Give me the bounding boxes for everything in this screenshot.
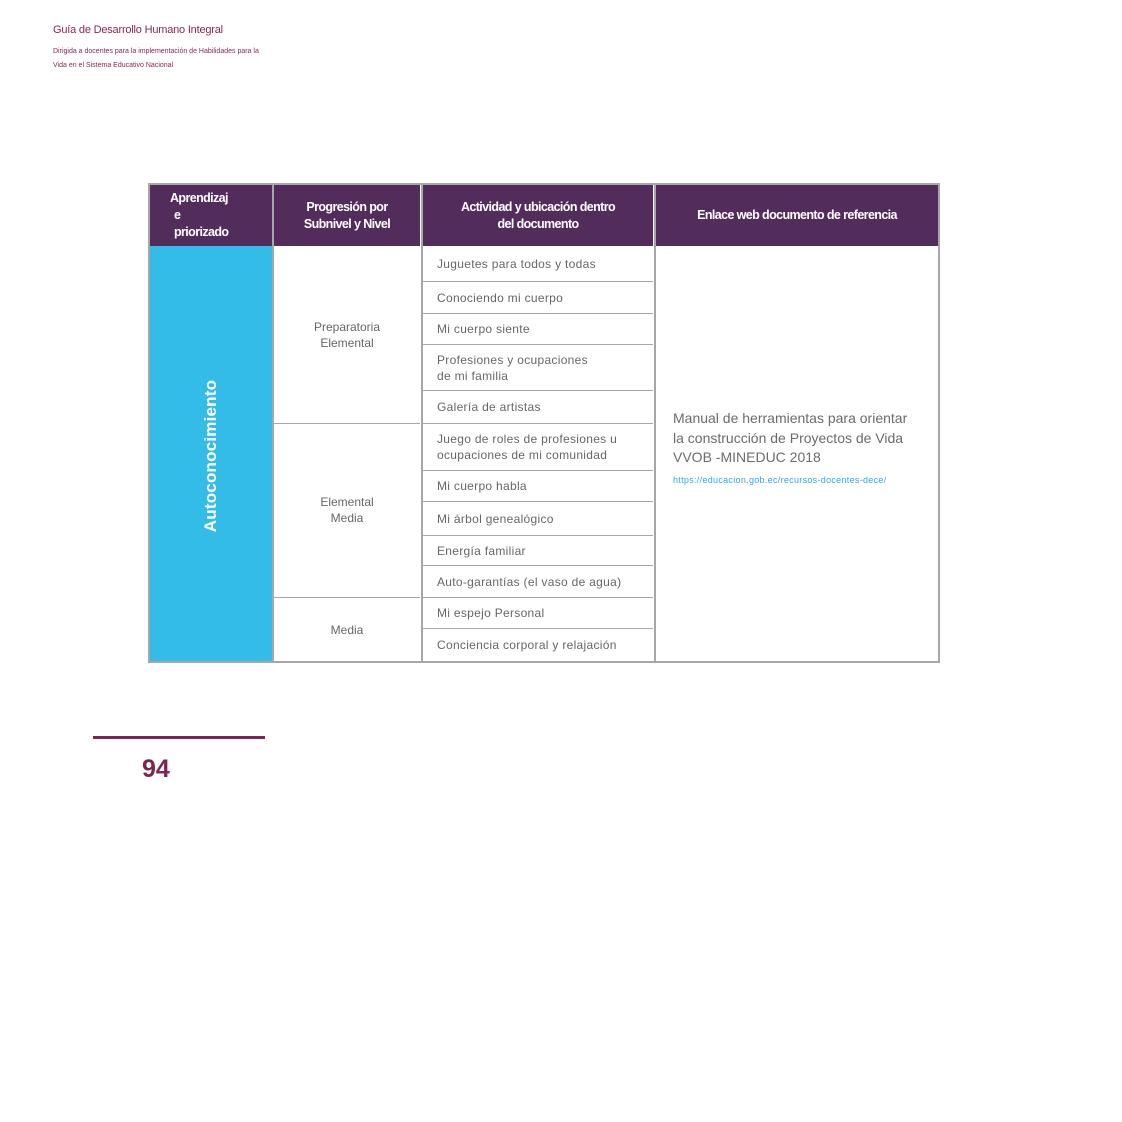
document-header-subtitle-line1: Dirigida a docentes para la implementación de Habilidades para la [53, 48, 259, 55]
column-divider [654, 185, 656, 661]
level-label-line1: Preparatoria [313, 319, 381, 334]
activity-label: Mi árbol genealógico [437, 511, 554, 526]
document-header-subtitle-line2: Vida en el Sistema Educativo Nacional [53, 62, 174, 69]
activity-label: Conciencia corporal y relajación [437, 638, 617, 652]
activity-cell [423, 471, 653, 501]
activity-cell [423, 345, 653, 390]
level-cell [274, 424, 420, 596]
activity-label: Juguetes para todos y todas [437, 256, 596, 271]
category-cell [150, 246, 272, 661]
header-col4: Enlace web documento de referencia [697, 208, 897, 222]
reference-line3: VVOB -MINEDUC 2018 [673, 449, 821, 465]
reference-line2: la construcción de Proyectos de Vida [673, 429, 904, 446]
header-actividad [423, 185, 653, 246]
header-col3-line1: Actividad y ubicación dentro [460, 199, 616, 214]
activity-label-cont: ocupaciones de mi comunidad [437, 448, 608, 462]
level-label-line1: Media [330, 622, 364, 637]
page-number: 94 [142, 755, 170, 783]
level-label-line2: Media [330, 511, 364, 525]
header-progresion [274, 185, 420, 246]
header-col3-line2: del documento [497, 216, 579, 231]
header-enlace-web [656, 185, 938, 246]
activity-label: Galería de artistas [437, 400, 541, 414]
level-label-line2: Elemental [320, 335, 374, 350]
activity-label: Auto-garantías (el vaso de agua) [437, 574, 622, 589]
page-number-rule [93, 736, 265, 739]
activity-cell [423, 314, 653, 344]
header-col2-line1: Progresión por [306, 199, 388, 214]
activity-cell [423, 629, 653, 661]
category-label: Autoconocimiento [201, 379, 220, 533]
activity-label: Conociendo mi cuerpo [437, 290, 564, 305]
level-label-line1: Elemental [320, 495, 374, 509]
activity-label: Juego de roles de profesiones u [437, 432, 618, 446]
activity-cell [423, 282, 653, 313]
activity-cell [423, 598, 653, 628]
activity-cell [423, 502, 653, 535]
header-col1-line2: e [174, 208, 181, 222]
reference-link[interactable]: https://educacion.gob.ec/recursos-docentes-dece/ [673, 474, 887, 485]
activity-label: Profesiones y ocupaciones [437, 352, 588, 367]
header-col2-line2: Subnivel y Nivel [303, 216, 391, 231]
document-header-title: Guía de Desarrollo Humano Integral [53, 24, 223, 36]
activity-cell [423, 536, 653, 565]
activity-label: Mi espejo Personal [437, 606, 545, 620]
activity-cell [423, 391, 653, 423]
reference-cell [673, 409, 933, 485]
activity-cell [423, 424, 653, 470]
level-cell [274, 246, 420, 423]
reference-line1: Manual de herramientas para orientar [673, 410, 908, 426]
header-col1-line1: Aprendizaj [170, 191, 228, 205]
activity-label: Mi cuerpo habla [437, 479, 527, 493]
level-cell [274, 598, 420, 661]
activity-cell [423, 246, 653, 281]
activity-label-cont: de mi familia [437, 368, 509, 383]
activity-cell [423, 566, 653, 597]
header-aprendizaje-priorizado [150, 185, 272, 246]
activity-label: Mi cuerpo siente [437, 322, 530, 336]
header-col1-line3: priorizado [174, 225, 229, 239]
activity-label: Energía familiar [437, 543, 526, 558]
